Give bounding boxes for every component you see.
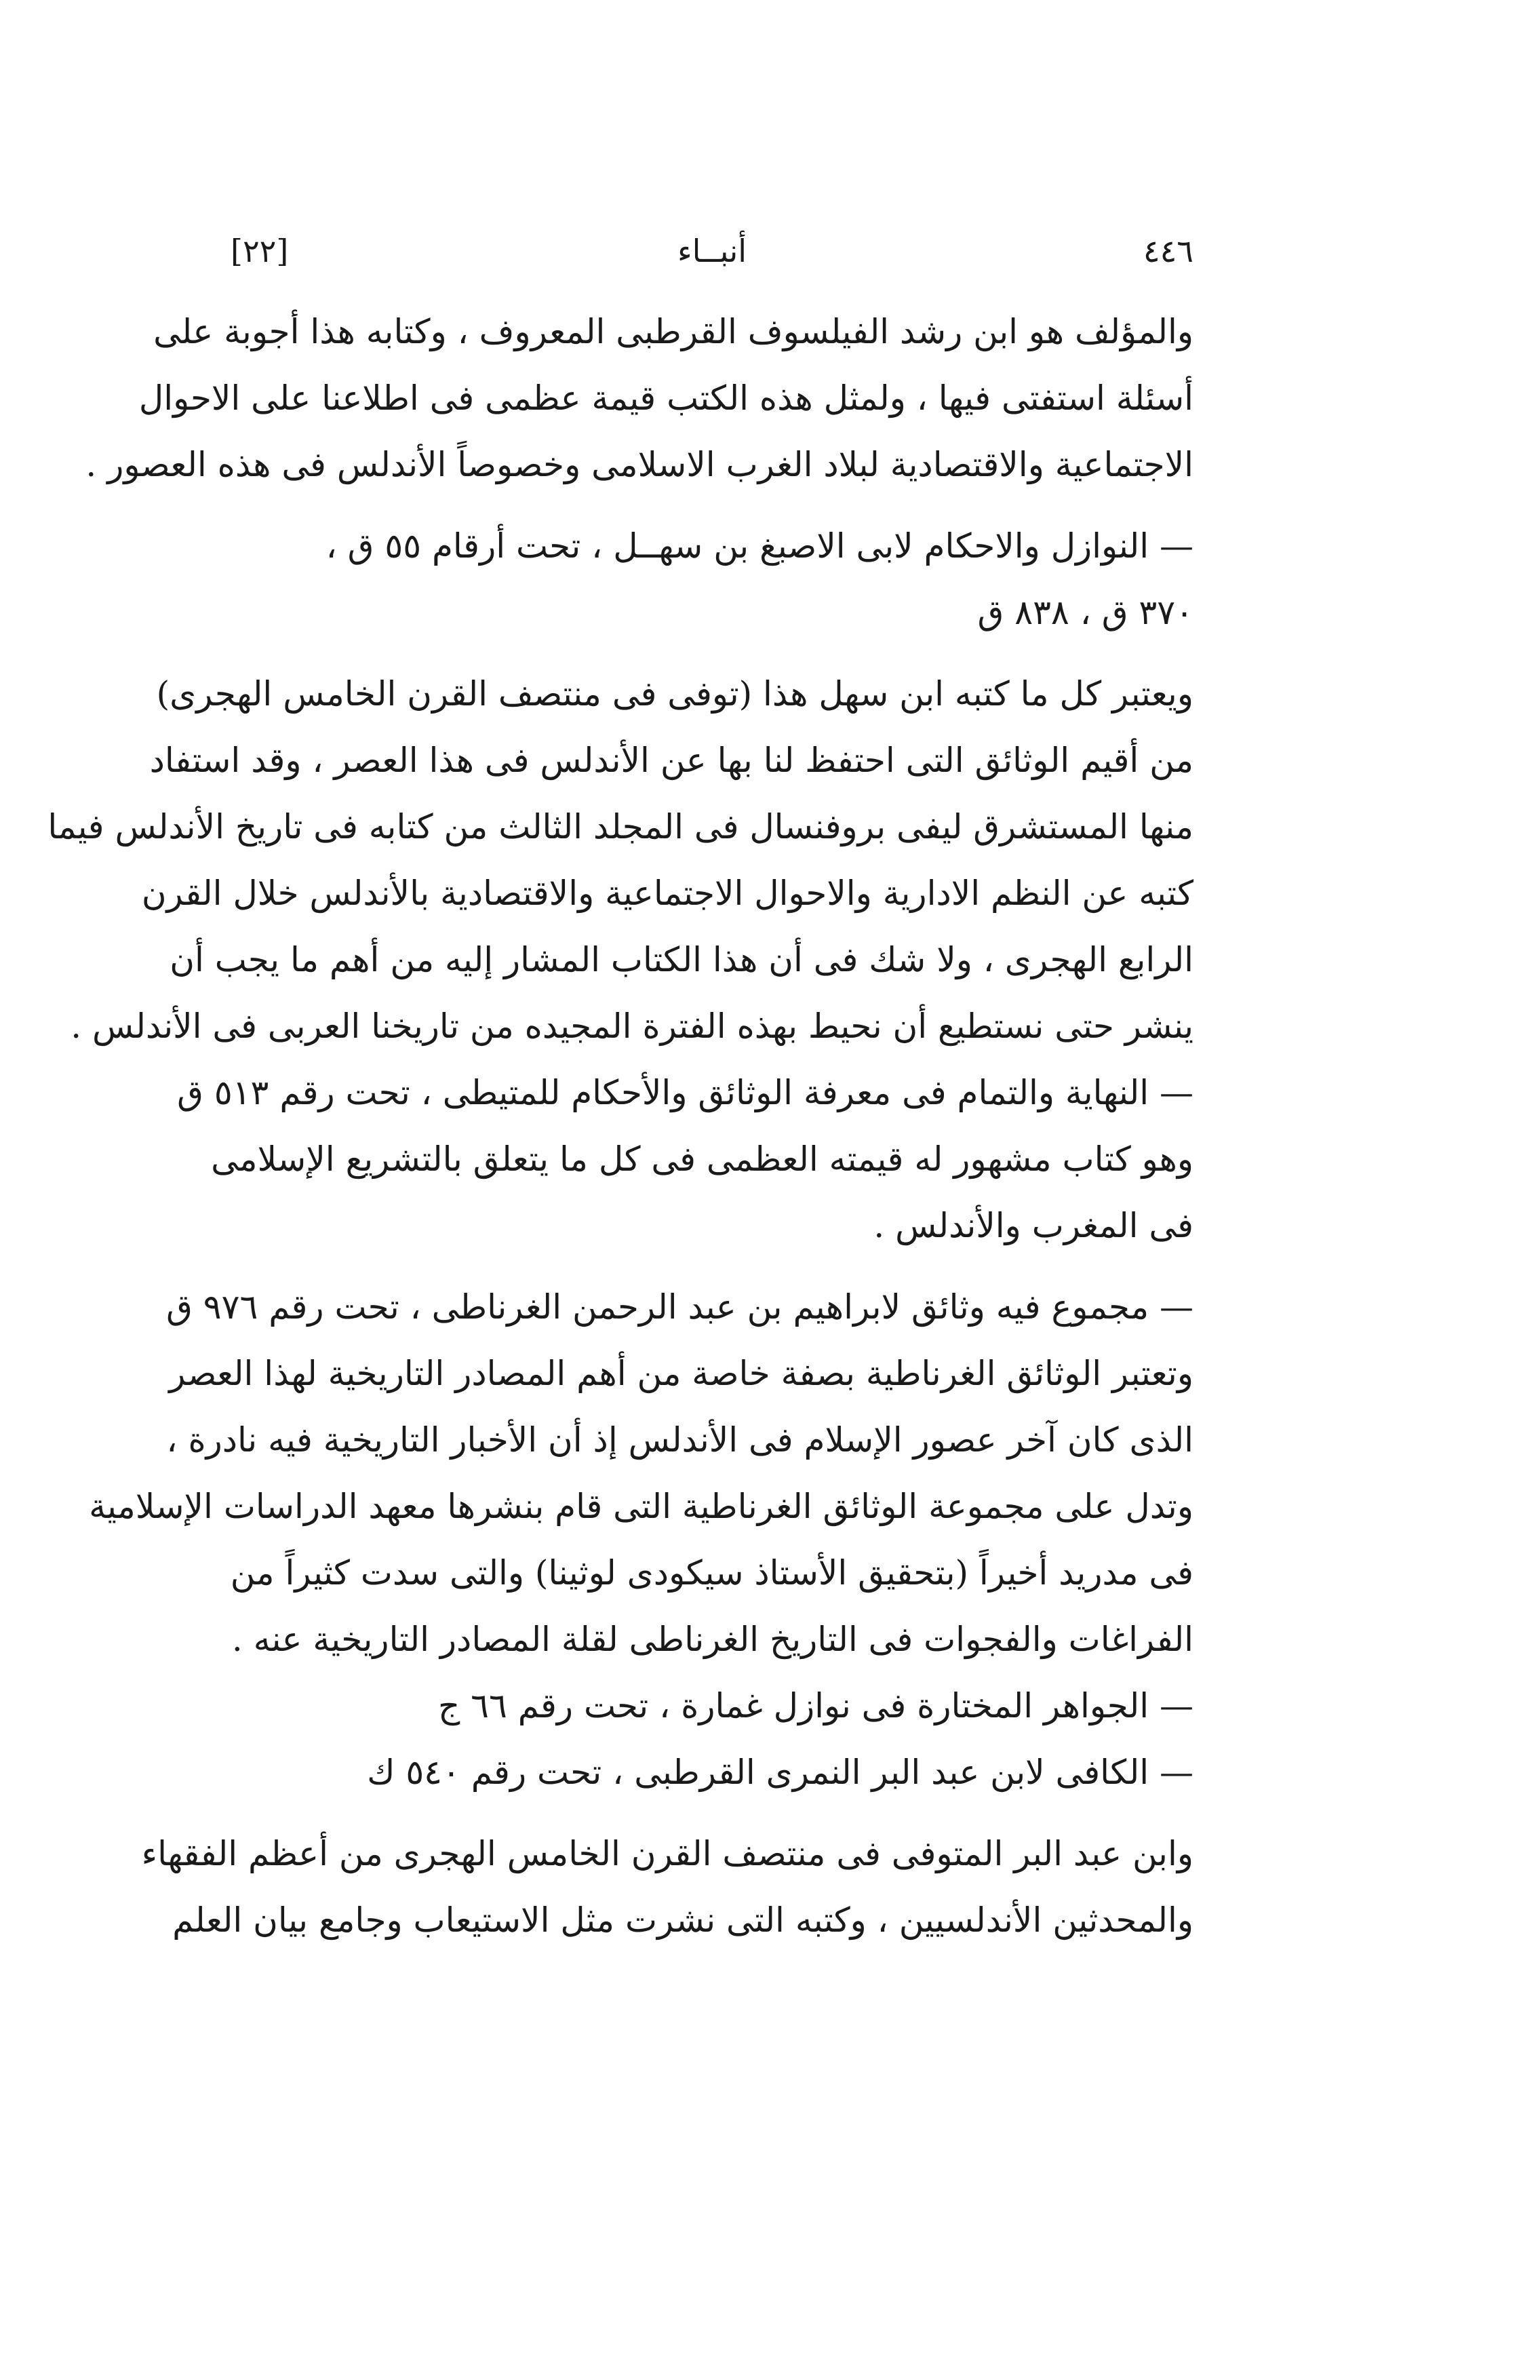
entry-nawazil-ibn-sahl <box>231 513 1193 646</box>
page-number: ٤٤٦ <box>1143 233 1193 269</box>
body-text <box>47 298 1193 1953</box>
text-line: وابن عبد البر المتوفى فى منتصف القرن الخامس الهجرى من أعظم الفقهاء <box>141 1834 1193 1873</box>
page-header <box>231 224 1193 278</box>
section-number: [٢٢] <box>231 233 289 269</box>
text-line: ينشر حتى نستطيع أن نحيط بهذه الفترة المجيده من تاريخنا العربى فى الأندلس . <box>71 1007 1193 1046</box>
text-line: فى مدريد أخيراً (بتحقيق الأستاذ سيكودى لوثينا) والتى سدت كثيراً من <box>230 1553 1193 1593</box>
entry-majmu-gharnati <box>166 1274 1193 1340</box>
text-line: فى المغرب والأندلس . <box>873 1206 1193 1245</box>
text-line: ويعتبر كل ما كتبه ابن سهل هذا (توفى فى منتصف القرن الخامس الهجرى) <box>156 674 1193 714</box>
entry-jawahir-mukhtara <box>231 1673 1193 1739</box>
text-line: منها المستشرق ليفى بروفنسال فى المجلد الثالث من كتابه فى تاريخ الأندلس فيما <box>47 807 1193 846</box>
paragraph-ibn-abd-al-barr <box>141 1820 1193 1953</box>
text-line: وتدل على مجموعة الوثائق الغرناطية التى قام بنشرها معهد الدراسات الإسلامية <box>89 1487 1193 1526</box>
text-line: الرابع الهجرى ، ولا شك فى أن هذا الكتاب المشار إليه من أهم ما يجب أن <box>170 940 1193 979</box>
entry-kafi-ibn-abd-al-barr <box>231 1739 1193 1806</box>
text-line: — الجواهر المختارة فى نوازل غمارة ، تحت رقم ٦٦ ج <box>437 1686 1193 1725</box>
text-line: الذى كان آخر عصور الإسلام فى الأندلس إذ أن الأخبار التاريخية فيه نادرة ، <box>166 1420 1193 1460</box>
text-line: وتعتبر الوثائق الغرناطية بصفة خاصة من أهم المصادر التاريخية لهذا العصر <box>169 1354 1193 1393</box>
text-line: — النوازل والاحكام لابى الاصبغ بن سهــل ، تحت أرقام ٥٥ ق ، <box>325 526 1193 566</box>
running-title: أنبــاء <box>677 233 747 269</box>
text-line: كتبه عن النظم الادارية والاحوال الاجتماعية والاقتصادية بالأندلس خلال القرن <box>141 874 1193 913</box>
entry-nihaya-mutayti <box>177 1059 1193 1126</box>
text-line: وهو كتاب مشهور له قيمته العظمى فى كل ما يتعلق بالتشريع الإسلامى <box>211 1139 1193 1179</box>
text-line: ٣٧٠ ق ، ٨٣٨ ق <box>977 593 1193 632</box>
text-line: أسئلة استفتى فيها ، ولمثل هذه الكتب قيمة عظمى فى اطلاعنا على الاحوال <box>138 378 1193 418</box>
text-line: الفراغات والفجوات فى التاريخ الغرناطى لقلة المصادر التاريخية عنه . <box>231 1620 1193 1659</box>
text-line: من أقيم الوثائق التى احتفظ لنا بها عن الأندلس فى هذا العصر ، وقد استفاد <box>149 741 1193 780</box>
paragraph-ibn-sahl <box>47 661 1193 1059</box>
text-line: والمؤلف هو ابن رشد الفيلسوف القرطبى المعروف ، وكتابه هذا أجوبة على <box>153 312 1193 351</box>
text-line: — الكافى لابن عبد البر النمرى القرطبى ، تحت رقم ٥٤٠ ك <box>367 1753 1193 1792</box>
text-line: والمحدثين الأندلسيين ، وكتبه التى نشرت مثل الاستيعاب وجامع بيان العلم <box>172 1900 1193 1940</box>
paragraph-ibn-rushd <box>85 298 1193 498</box>
text-line: الاجتماعية والاقتصادية لبلاد الغرب الاسلامى وخصوصاً الأندلس فى هذه العصور . <box>85 445 1193 484</box>
paragraph-granada-documents <box>89 1340 1193 1673</box>
paragraph-mutayti <box>211 1126 1193 1259</box>
text-line: — مجموع فيه وثائق لابراهيم بن عبد الرحمن الغرناطى ، تحت رقم ٩٧٦ ق <box>166 1287 1193 1327</box>
text-line: — النهاية والتمام فى معرفة الوثائق والأحكام للمتيطى ، تحت رقم ٥١٣ ق <box>177 1073 1193 1112</box>
